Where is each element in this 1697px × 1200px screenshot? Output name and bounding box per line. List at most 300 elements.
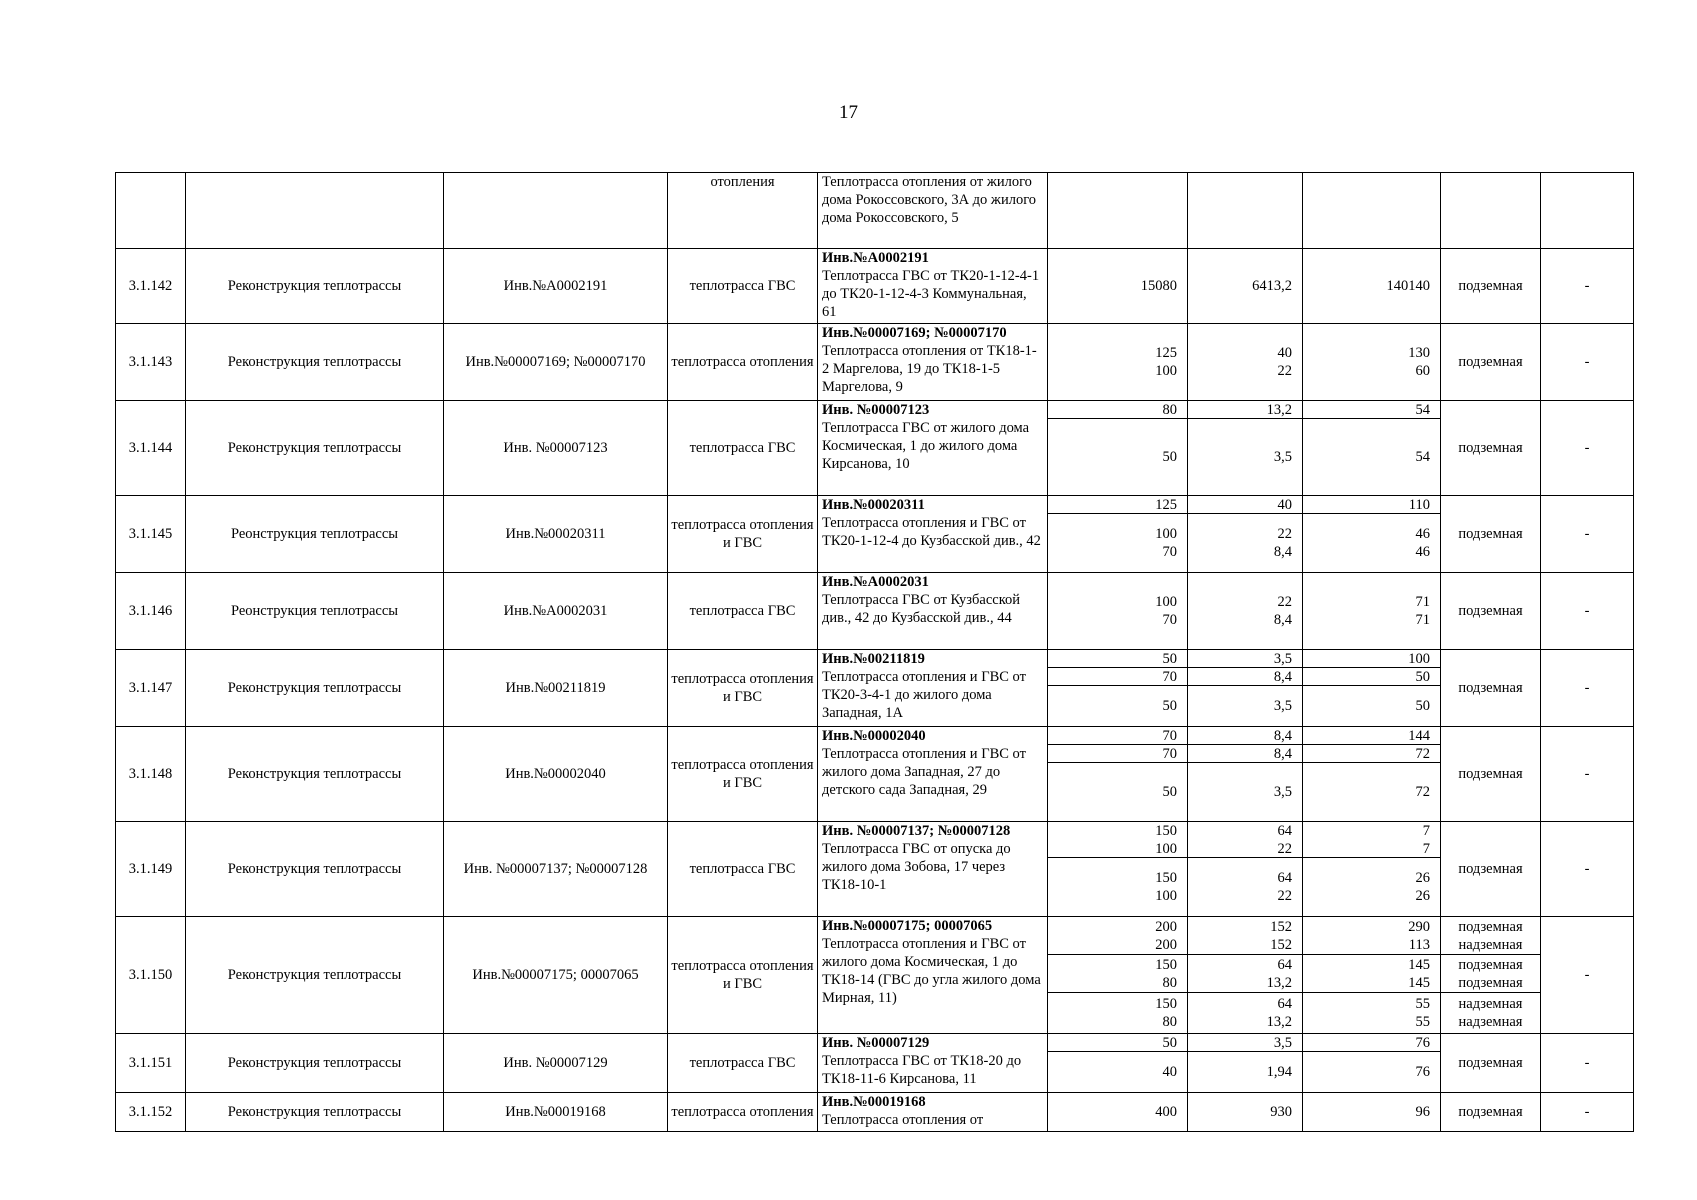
cell-num: 3.1.142 (116, 249, 186, 324)
cell-description (818, 727, 1048, 822)
sub-group (1303, 401, 1440, 419)
cell-type: теплотрасса отопления и ГВС (668, 917, 818, 1034)
value-len: 22 (1277, 840, 1292, 857)
sub-group (1048, 955, 1187, 993)
value-d: 100 (1155, 363, 1177, 379)
description-text: Теплотрасса ГВС от опуска до жилого дома Зобова, 17 через ТК18-10-1 (822, 841, 1011, 893)
cell-description (818, 401, 1048, 496)
value-d: 125 (1155, 496, 1177, 513)
sub-values (1188, 401, 1302, 495)
sub-values (1303, 324, 1440, 400)
cell-type: теплотрасса отопления и ГВС (668, 650, 818, 727)
cell-inv: Инв. №00007123 (444, 401, 668, 496)
description-text: Теплотрасса отопления и ГВС от жилого дома Западная, 27 до детского сада Западная, 29 (822, 746, 1026, 798)
inventory-number-bold: Инв.№00020311 (822, 497, 925, 513)
sub-group (1303, 1093, 1440, 1131)
cell-len (1188, 249, 1303, 324)
value-cost: 145 (1408, 974, 1430, 991)
value-d: 50 (1162, 784, 1177, 800)
sub-group (1048, 650, 1187, 668)
sub-group (1303, 822, 1440, 858)
value-d: 50 (1162, 1034, 1177, 1051)
value-d: 400 (1155, 1104, 1177, 1120)
sub-values (1048, 650, 1187, 726)
sub-group (1188, 668, 1302, 686)
table-row (116, 173, 1634, 249)
table-row (116, 496, 1634, 573)
cell-laying: подземная (1441, 401, 1541, 496)
value-len: 8,4 (1273, 612, 1292, 628)
inventory-number-bold: Инв.№А0002191 (822, 250, 929, 266)
value-len: 152 (1270, 918, 1292, 935)
cell-note: - (1541, 496, 1634, 573)
table-row (116, 822, 1634, 917)
sub-values (1048, 1093, 1187, 1131)
cell-cost (1303, 496, 1441, 573)
sub-group (1188, 993, 1302, 1033)
sub-group (1048, 1052, 1187, 1092)
value-len: 22 (1277, 888, 1292, 904)
sub-values (1188, 917, 1302, 1033)
sub-group (1188, 514, 1302, 572)
cell-description (818, 650, 1048, 727)
sub-group (1303, 955, 1440, 993)
cell-cost (1303, 917, 1441, 1034)
cell-type: теплотрасса отопления и ГВС (668, 496, 818, 573)
cell-d (1048, 324, 1188, 401)
cell-len (1188, 917, 1303, 1034)
cell-num: 3.1.145 (116, 496, 186, 573)
sub-group (1303, 249, 1440, 323)
value-cost: 76 (1415, 1034, 1430, 1051)
cell-num: 3.1.151 (116, 1034, 186, 1093)
value-len: 6413,2 (1252, 278, 1292, 294)
sub-group (1048, 1034, 1187, 1052)
cell-d (1048, 1093, 1188, 1132)
cell-note: - (1541, 324, 1634, 401)
value-cost: 26 (1415, 888, 1430, 904)
cell-cost (1303, 650, 1441, 727)
cell-num: 3.1.149 (116, 822, 186, 917)
sub-group (1303, 668, 1440, 686)
cell-len (1188, 173, 1303, 249)
sub-values (1048, 917, 1187, 1033)
sub-values (1188, 822, 1302, 916)
sub-group (1303, 573, 1440, 649)
sub-values (1441, 917, 1540, 1033)
cell-laying: подземная (1441, 249, 1541, 324)
value-cost: 54 (1415, 449, 1430, 465)
table-row (116, 249, 1634, 324)
cell-note: - (1541, 650, 1634, 727)
value-d: 50 (1162, 698, 1177, 714)
value-d: 70 (1162, 612, 1177, 628)
cell-inv: Инв.№А0002031 (444, 573, 668, 650)
cell-inv: Инв. №00007129 (444, 1034, 668, 1093)
description-text: Теплотрасса отопления и ГВС от ТК20-1-12-4 до Кузбасской див., 42 (822, 515, 1041, 549)
sub-group (1188, 822, 1302, 858)
value-laying: надземная (1458, 936, 1523, 953)
cell-description (818, 173, 1048, 249)
sub-group (1441, 993, 1540, 1033)
cell-type: теплотрасса отопления (668, 324, 818, 401)
sub-values (1303, 496, 1440, 572)
sub-group (1188, 650, 1302, 668)
cell-num: 3.1.148 (116, 727, 186, 822)
cell-laying: подземная (1441, 324, 1541, 401)
sub-group (1188, 1034, 1302, 1052)
sub-values (1303, 249, 1440, 323)
table-row (116, 1034, 1634, 1093)
value-d: 40 (1162, 1064, 1177, 1080)
value-len: 3,5 (1273, 650, 1292, 667)
cell-num: 3.1.152 (116, 1093, 186, 1132)
table-row (116, 324, 1634, 401)
value-d: 100 (1155, 888, 1177, 904)
cell-laying: подземная (1441, 727, 1541, 822)
cell-note: - (1541, 822, 1634, 917)
value-d: 50 (1162, 650, 1177, 667)
sub-group (1303, 419, 1440, 495)
cell-inv: Инв.№00007175; 00007065 (444, 917, 668, 1034)
value-cost: 72 (1415, 745, 1430, 762)
value-cost: 130 (1408, 345, 1430, 361)
sub-group (1048, 763, 1187, 821)
value-len: 13,2 (1266, 974, 1292, 991)
reconstruction-table (115, 172, 1634, 1132)
sub-group (1048, 668, 1187, 686)
cell-name: Реконструкция теплотрассы (186, 917, 444, 1034)
sub-values (1048, 727, 1187, 821)
inventory-number-bold: Инв.№00007169; №00007170 (822, 325, 1007, 341)
value-cost: 110 (1408, 496, 1430, 513)
description-text: Теплотрасса отопления и ГВС от жилого дома Космическая, 1 до ТК18-14 (ГВС до угла жилого дома Мирная, 11) (822, 936, 1041, 1006)
sub-group (1048, 686, 1187, 726)
cell-note: - (1541, 401, 1634, 496)
value-len: 3,5 (1273, 1034, 1292, 1051)
cell-d (1048, 727, 1188, 822)
value-len: 152 (1270, 936, 1292, 953)
value-cost: 46 (1415, 526, 1430, 542)
cell-d (1048, 249, 1188, 324)
cell-name: Реконструкция теплотрассы (186, 822, 444, 917)
sub-values (1048, 401, 1187, 495)
description-text: Теплотрасса ГВС от ТК20-1-12-4-1 до ТК20-1-12-4-3 Коммунальная, 61 (822, 268, 1040, 320)
value-d: 150 (1155, 996, 1177, 1012)
value-d: 100 (1155, 526, 1177, 542)
sub-group (1048, 514, 1187, 572)
cell-name (186, 173, 444, 249)
cell-name: Реконструкция теплотрассы (186, 1093, 444, 1132)
cell-type: теплотрасса ГВС (668, 401, 818, 496)
sub-values (1188, 1034, 1302, 1092)
value-len: 40 (1277, 345, 1292, 361)
value-laying: подземная (1458, 974, 1523, 991)
value-len: 22 (1277, 526, 1292, 542)
sub-values (1048, 573, 1187, 649)
value-laying: подземная (1458, 956, 1523, 973)
cell-num: 3.1.146 (116, 573, 186, 650)
sub-values (1188, 727, 1302, 821)
inventory-number-bold: Инв.№00002040 (822, 728, 926, 744)
value-cost: 55 (1415, 996, 1430, 1012)
cell-note: - (1541, 573, 1634, 650)
cell-num: 3.1.150 (116, 917, 186, 1034)
sub-values (1048, 1034, 1187, 1092)
sub-group (1303, 1034, 1440, 1052)
description-text: Теплотрасса ГВС от Кузбасской див., 42 до Кузбасской див., 44 (822, 592, 1021, 626)
value-cost: 50 (1415, 668, 1430, 685)
cell-type: теплотрасса отопления (668, 1093, 818, 1132)
value-cost: 7 (1422, 840, 1430, 857)
sub-group (1188, 419, 1302, 495)
cell-laying: подземная (1441, 496, 1541, 573)
cell-d (1048, 496, 1188, 573)
value-cost: 71 (1415, 594, 1430, 610)
sub-group (1188, 763, 1302, 821)
inventory-number-bold: Инв.№А0002031 (822, 574, 929, 590)
cell-note: - (1541, 917, 1634, 1034)
value-d: 100 (1155, 840, 1177, 857)
cell-d (1048, 650, 1188, 727)
cell-d (1048, 173, 1188, 249)
cell-note (1541, 173, 1634, 249)
cell-description (818, 1093, 1048, 1132)
cell-description (818, 249, 1048, 324)
value-len: 13,2 (1266, 1014, 1292, 1030)
sub-group (1048, 324, 1187, 400)
cell-laying: подземная (1441, 1093, 1541, 1132)
sub-values (1188, 324, 1302, 400)
cell-d (1048, 917, 1188, 1034)
cell-len (1188, 324, 1303, 401)
value-cost: 76 (1415, 1064, 1430, 1080)
description-text: Теплотрасса отопления от жилого дома Рокоссовского, 3А до жилого дома Рокоссовского, 5 (822, 174, 1037, 226)
value-len: 1,94 (1266, 1064, 1292, 1080)
cell-d (1048, 573, 1188, 650)
cell-laying: подземная (1441, 822, 1541, 917)
value-len: 8,4 (1273, 745, 1292, 762)
cell-name: Реконструкция теплотрассы (186, 727, 444, 822)
cell-inv: Инв.№00211819 (444, 650, 668, 727)
cell-num: 3.1.147 (116, 650, 186, 727)
sub-group (1188, 496, 1302, 514)
value-cost: 144 (1408, 727, 1430, 744)
sub-group (1188, 745, 1302, 763)
cell-d (1048, 822, 1188, 917)
value-d: 15080 (1140, 278, 1177, 294)
cell-inv: Инв.№00020311 (444, 496, 668, 573)
value-cost: 26 (1415, 870, 1430, 886)
cell-type: теплотрасса ГВС (668, 822, 818, 917)
cell-num: 3.1.143 (116, 324, 186, 401)
sub-group (1048, 727, 1187, 745)
value-d: 80 (1162, 401, 1177, 418)
cell-len (1188, 1034, 1303, 1093)
inventory-number-bold: Инв.№00007175; 00007065 (822, 918, 993, 934)
value-len: 8,4 (1273, 668, 1292, 685)
value-len: 930 (1270, 1104, 1292, 1120)
table-row (116, 573, 1634, 650)
cell-name: Реонструкция теплотрассы (186, 496, 444, 573)
sub-group (1048, 822, 1187, 858)
table-row (116, 917, 1634, 1034)
value-len: 3,5 (1273, 698, 1292, 714)
sub-values (1188, 573, 1302, 649)
cell-cost (1303, 324, 1441, 401)
sub-group (1048, 496, 1187, 514)
table-row (116, 650, 1634, 727)
cell-type: теплотрасса ГВС (668, 249, 818, 324)
value-d: 100 (1155, 594, 1177, 610)
value-cost: 60 (1415, 363, 1430, 379)
sub-values (1303, 1034, 1440, 1092)
inventory-number-bold: Инв.№00211819 (822, 651, 925, 667)
sub-values (1048, 324, 1187, 400)
value-d: 80 (1162, 1014, 1177, 1030)
cell-description (818, 822, 1048, 917)
value-len: 8,4 (1273, 727, 1292, 744)
value-cost: 96 (1415, 1104, 1430, 1120)
sub-values (1188, 650, 1302, 726)
sub-group (1303, 514, 1440, 572)
sub-group (1048, 993, 1187, 1033)
value-d: 125 (1155, 345, 1177, 361)
value-d: 150 (1155, 822, 1177, 839)
cell-laying: подземная (1441, 1034, 1541, 1093)
cell-inv: Инв.№00007169; №00007170 (444, 324, 668, 401)
cell-description (818, 324, 1048, 401)
sub-group (1188, 324, 1302, 400)
value-cost: 72 (1415, 784, 1430, 800)
cell-description (818, 1034, 1048, 1093)
value-cost: 71 (1415, 612, 1430, 628)
cell-inv: Инв.№00002040 (444, 727, 668, 822)
cell-num (116, 173, 186, 249)
value-laying: подземная (1458, 918, 1523, 935)
sub-values (1048, 822, 1187, 916)
value-cost: 55 (1415, 1014, 1430, 1030)
cell-laying: подземная (1441, 573, 1541, 650)
sub-values (1188, 249, 1302, 323)
cell-len (1188, 727, 1303, 822)
sub-group (1048, 745, 1187, 763)
value-len: 64 (1277, 956, 1292, 973)
cell-name: Реонструкция теплотрассы (186, 573, 444, 650)
cell-len (1188, 573, 1303, 650)
cell-d (1048, 401, 1188, 496)
cell-description (818, 573, 1048, 650)
value-d: 80 (1162, 974, 1177, 991)
cell-len (1188, 1093, 1303, 1132)
cell-note: - (1541, 1093, 1634, 1132)
cell-cost (1303, 401, 1441, 496)
value-len: 64 (1277, 822, 1292, 839)
sub-values (1303, 650, 1440, 726)
sub-group (1048, 249, 1187, 323)
sub-values (1303, 917, 1440, 1033)
inventory-number-bold: Инв. №00007137; №00007128 (822, 823, 1011, 839)
sub-values (1188, 496, 1302, 572)
sub-group (1303, 324, 1440, 400)
cell-inv: Инв.№А0002191 (444, 249, 668, 324)
cell-cost (1303, 822, 1441, 917)
cell-cost (1303, 1093, 1441, 1132)
cell-name: Реконструкция теплотрассы (186, 401, 444, 496)
sub-group (1303, 858, 1440, 916)
sub-group (1048, 1093, 1187, 1131)
table-row (116, 727, 1634, 822)
sub-group (1441, 917, 1540, 955)
cell-laying (1441, 917, 1541, 1034)
cell-type: отопления (668, 173, 818, 249)
sub-group (1303, 993, 1440, 1033)
value-d: 150 (1155, 956, 1177, 973)
cell-note: - (1541, 727, 1634, 822)
sub-values (1048, 249, 1187, 323)
value-laying: надземная (1458, 1014, 1523, 1030)
cell-len (1188, 822, 1303, 917)
value-len: 3,5 (1273, 449, 1292, 465)
description-text: Теплотрасса отопления от (822, 1112, 984, 1128)
sub-group (1303, 727, 1440, 745)
cell-type: теплотрасса ГВС (668, 573, 818, 650)
cell-type: теплотрасса отопления и ГВС (668, 727, 818, 822)
inventory-number-bold: Инв. №00007129 (822, 1035, 930, 1051)
sub-values (1303, 822, 1440, 916)
cell-note: - (1541, 249, 1634, 324)
table-row (116, 401, 1634, 496)
value-cost: 145 (1408, 956, 1430, 973)
value-cost: 113 (1408, 936, 1430, 953)
value-len: 8,4 (1273, 544, 1292, 560)
sub-group (1188, 401, 1302, 419)
cell-type: теплотрасса ГВС (668, 1034, 818, 1093)
description-text: Теплотрасса ГВС от ТК18-20 до ТК18-11-6 Кирсанова, 11 (822, 1053, 1022, 1087)
cell-len (1188, 401, 1303, 496)
value-d: 70 (1162, 727, 1177, 744)
cell-inv: Инв. №00007137; №00007128 (444, 822, 668, 917)
sub-group (1188, 1093, 1302, 1131)
sub-group (1303, 763, 1440, 821)
sub-values (1303, 1093, 1440, 1131)
cell-num: 3.1.144 (116, 401, 186, 496)
cell-laying (1441, 173, 1541, 249)
sub-group (1303, 1052, 1440, 1092)
cell-cost (1303, 573, 1441, 650)
sub-values (1303, 727, 1440, 821)
sub-values (1303, 401, 1440, 495)
sub-group (1048, 917, 1187, 955)
value-cost: 54 (1415, 401, 1430, 418)
value-cost: 46 (1415, 544, 1430, 560)
cell-cost (1303, 1034, 1441, 1093)
value-len: 22 (1277, 363, 1292, 379)
value-d: 200 (1155, 918, 1177, 935)
sub-group (1048, 858, 1187, 916)
page-number: 17 (839, 102, 858, 123)
cell-description (818, 496, 1048, 573)
description-text: Теплотрасса ГВС от жилого дома Космическая, 1 до жилого дома Кирсанова, 10 (822, 420, 1030, 472)
value-d: 50 (1162, 449, 1177, 465)
value-len: 40 (1277, 496, 1292, 513)
value-d: 150 (1155, 870, 1177, 886)
value-cost: 290 (1408, 918, 1430, 935)
sub-group (1188, 917, 1302, 955)
sub-group (1441, 955, 1540, 993)
sub-values (1303, 573, 1440, 649)
sub-group (1303, 496, 1440, 514)
